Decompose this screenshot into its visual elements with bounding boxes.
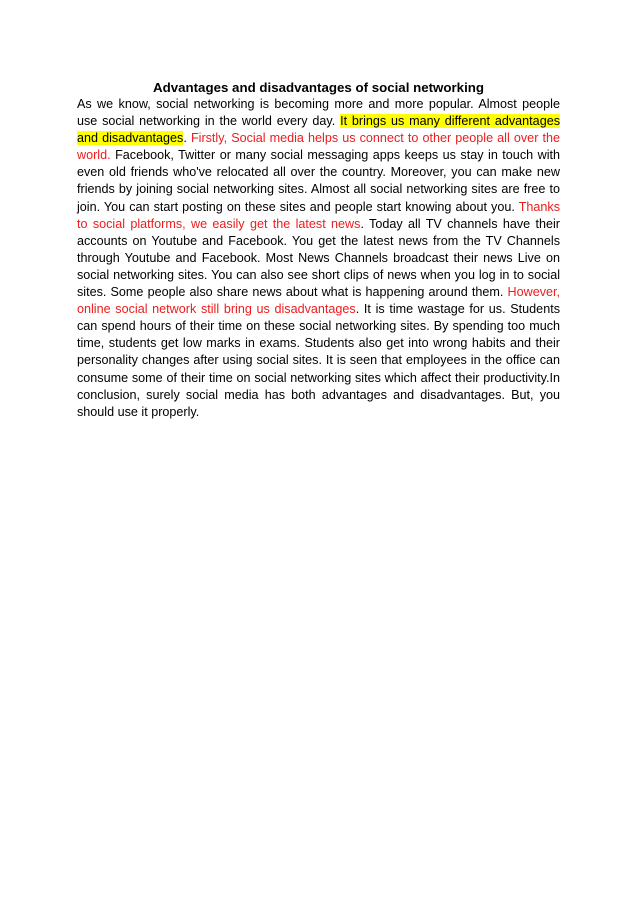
document-paragraph (77, 96, 560, 421)
text-segment: . Today all TV channels have their accounts on Youtube and Facebook. You get the latest news from the TV Channels through Youtube and Facebook. Most News Channels broadcast their news Live on social networking sites. You can also see short clips of news when you log in to social sites. Some people also share news about what is happening around them. (77, 216, 560, 300)
text-segment: . It is time wastage for us. Students can spend hours of their time on these social networking sites. By spending too much time, students get low marks in exams. Students also get into wrong habits and their personality changes after using social sites. It is seen that employees in the office can consume some of their time on social networking sites which affect their productivity.In conclusion, surely social media has both advantages and disadvantages. But, you should use it properly. (77, 302, 560, 419)
red-text-segment: However, online social network still bring us disadvantages (77, 285, 560, 317)
text-segment: Facebook, Twitter or many social messaging apps keeps us stay in touch with even old friends who've relocated all over the country. Moreover, you can make new friends by joining social networking sites. Almost all social networking sites are free to join. You can start posting on these sites and people start knowing about you. (77, 148, 560, 214)
document-content (77, 80, 560, 421)
highlighted-text-segment: It brings us many different advantages and disadvantages (77, 114, 560, 146)
red-text-segment: Firstly, Social media helps us connect to other people all over the world. (77, 131, 560, 163)
document-title: Advantages and disadvantages of social networking (152, 80, 485, 95)
red-text-segment: Thanks to social platforms, we easily get the latest news (77, 199, 560, 231)
text-segment: As we know, social networking is becoming more and more popular. Almost people use social networking in the world every day. (77, 97, 560, 129)
text-segment: . (183, 131, 191, 146)
